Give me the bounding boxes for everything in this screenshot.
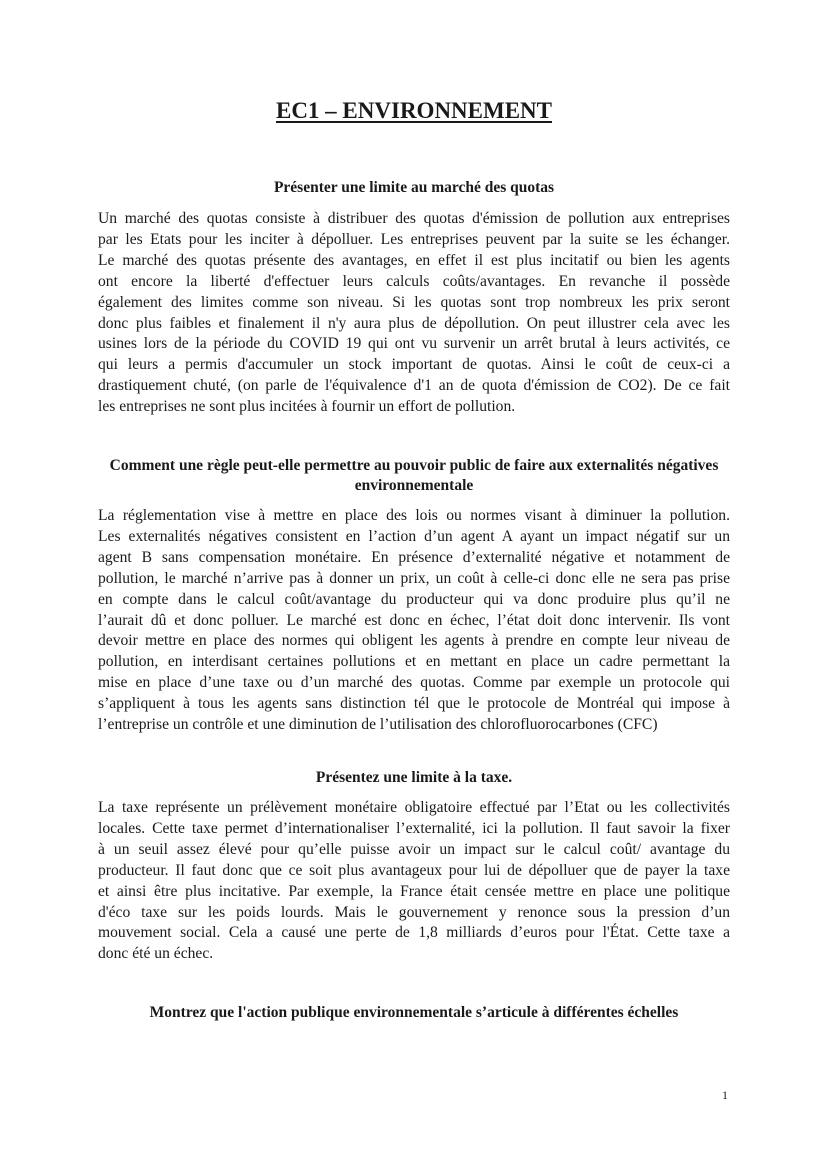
text-line: et ainsi être plus incitative. Par exemple, la France était censée mettre en place une politique (98, 882, 730, 900)
text-line: producteur. Il faut donc que ce soit plus avantageux pour lui de dépolluer que de payer la taxe (98, 861, 730, 879)
text-line: les entreprises ne sont plus incitées à fournir un effort de pollution. (98, 398, 516, 416)
section-paragraph-taxe (98, 798, 730, 965)
section-paragraph-quotas (98, 209, 730, 418)
text-line: également des limites comme son niveau. Si les quotas sont trop nombreux les prix seront (98, 293, 730, 311)
text-line: d'éco taxe sur les poids lourds. Mais le gouvernement y renonce sous la pression d’un (98, 903, 730, 921)
text-line: en compte dans le calcul coût/avantage du producteur qui va donc produire plus qu’il ne (98, 590, 730, 608)
text-line: drastiquement chuté, (on parle de l'équivalence d'1 an de quota d'émission de CO2). De ce fait (98, 377, 730, 395)
page-number: 1 (722, 1088, 728, 1102)
text-line: La taxe représente un prélèvement monétaire obligatoire effectué par l’Etat ou les collectivités (98, 799, 730, 816)
text-line: qui leurs a permis d'accumuler un stock important de quotas. Ainsi le coût de ceux-ci a (98, 356, 730, 374)
text-line: Un marché des quotas consiste à distribuer des quotas d'émission de pollution aux entreprises (98, 210, 730, 227)
text-line: locales. Cette taxe permet d’internationaliser l’externalité, ici la pollution. Il faut savoir la fixer (98, 819, 730, 837)
text-line: pollution, en interdisant certaines pollutions et en mettant en place un cadre permettant la (98, 653, 730, 671)
text-line: s’appliquent à tous les agents sans distinction tél que le protocole de Montréal qui impose à (98, 695, 730, 713)
text-line: ont encore la liberté d'effectuer leurs calculs coûts/avantages. En revanche il possède (98, 272, 730, 290)
text-line: Les externalités négatives consistent en l’action d’un agent A ayant un impact négatif sur un (98, 527, 730, 545)
text-line: l’aurait dû et donc polluer. Le marché est donc en échec, l’état doit donc intervenir. Ils vont (98, 611, 730, 629)
text-line: à un seuil assez élevé pour qu’elle puisse avoir un impact sur le calcul coût/ avantage du (98, 840, 730, 858)
text-line: donc été un échec. (98, 945, 214, 963)
text-line: agent B sans compensation monétaire. En présence d’externalité négative et notamment de (98, 548, 730, 566)
document-title: EC1 – ENVIRONNEMENT (275, 98, 553, 123)
text-line: La réglementation vise à mettre en place des lois ou normes visant à diminuer la pollution. (98, 507, 730, 524)
text-line: pollution, le marché n’arrive pas à donner un prix, un coût à celle-ci donc elle ne sera pas prise (98, 569, 730, 587)
section-heading-taxe: Présentez une limite à la taxe. (315, 769, 513, 786)
text-line: l’entreprise un contrôle et une diminution de l’utilisation des chlorofluorocarbones (CFC) (98, 716, 658, 734)
section-heading-regle: Comment une règle peut-elle permettre au pouvoir public de faire aux externalités négatives environnementale (109, 457, 719, 494)
text-line: devoir mettre en place des normes qui obligent les agents à prendre en compte leur niveau de (98, 632, 730, 650)
section-heading-quotas: Présenter une limite au marché des quotas (273, 179, 555, 196)
text-line: mouvement social. Cela a causé une perte de 1,8 milliards d’euros pour l'État. Cette taxe a (98, 924, 730, 942)
section-paragraph-regle (98, 506, 730, 736)
section-heading-echelles: Montrez que l'action publique environnementale s’articule à différentes échelles (149, 1004, 679, 1021)
text-line: usines lors de la période du COVID 19 qui ont vu survenir un arrêt brutal à leurs activités, ce (98, 335, 730, 353)
text-line: par les Etats pour les inciter à dépolluer. Les entreprises peuvent par la suite se les échanger. (98, 230, 730, 248)
text-line: mise en place d’une taxe ou d’un marché des quotas. Comme par exemple un protocole qui (98, 674, 730, 692)
text-line: donc plus faibles et finalement il n'y aura plus de dépollution. On peut illustrer cela avec les (98, 314, 730, 332)
text-line: Le marché des quotas présente des avantages, en effet il est plus incitatif ou bien les agents (98, 251, 730, 269)
